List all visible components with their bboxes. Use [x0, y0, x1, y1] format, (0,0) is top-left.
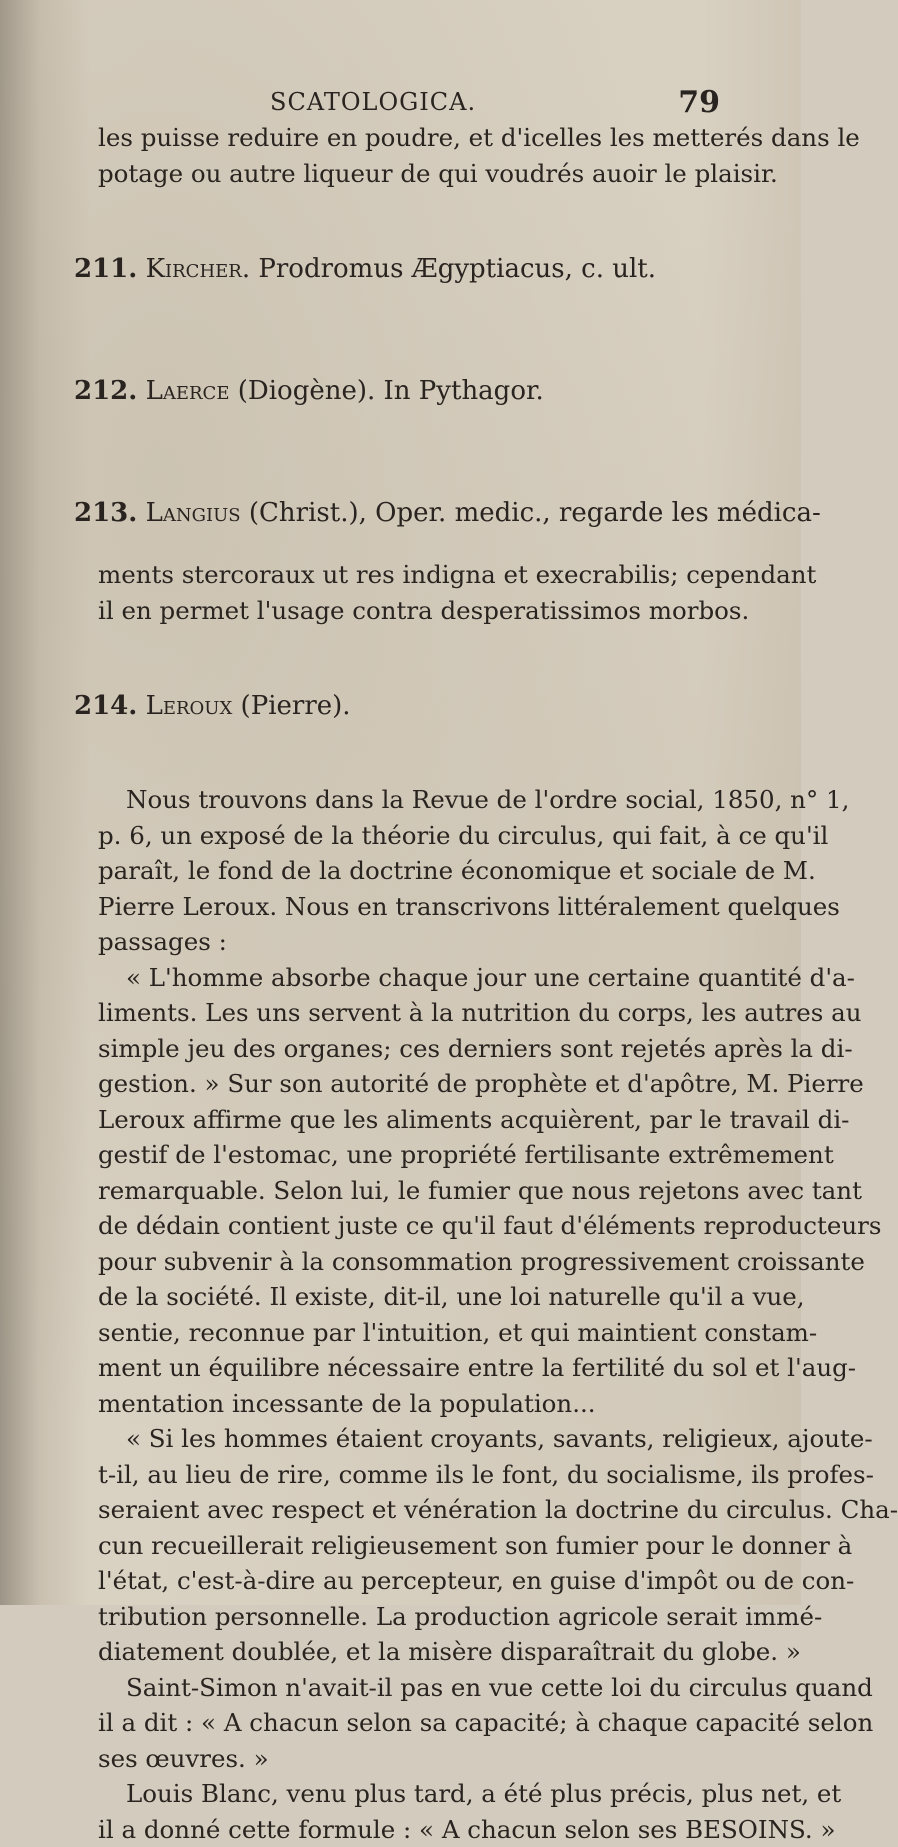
paragraph-saint-simon — [98, 1670, 768, 1777]
entry-author: Kircher. — [146, 254, 251, 284]
text-line: seraient avec respect et vénération la doctrine du circulus. Cha- — [98, 1492, 768, 1528]
text-line: tribution personnelle. La production agricole serait immé- — [98, 1599, 768, 1635]
entry-number: 214. — [74, 691, 137, 721]
text-line: sentie, reconnue par l'intuition, et qui maintient constam- — [98, 1315, 768, 1351]
text-line: gestif de l'estomac, une propriété fertilisante extrêmement — [98, 1137, 768, 1173]
text-line: l'état, c'est-à-dire au percepteur, en guise d'impôt ou de con- — [98, 1563, 768, 1599]
text-line: « L'homme absorbe chaque jour une certaine quantité d'a- — [98, 960, 768, 996]
text-line: il en permet l'usage contra desperatissimos morbos. — [98, 593, 768, 629]
text-line: « Si les hommes étaient croyants, savants, religieux, ajoute- — [98, 1421, 768, 1457]
page-number: 79 — [678, 85, 720, 120]
text-line: Nous trouvons dans la Revue de l'ordre social, 1850, n° 1, — [98, 782, 768, 818]
text-line: cun recueillerait religieusement son fumier pour le donner à — [98, 1528, 768, 1564]
entry-211 — [74, 251, 768, 287]
text-line: ment un équilibre nécessaire entre la fertilité du sol et l'aug- — [98, 1350, 768, 1386]
entry-212 — [74, 373, 768, 409]
text-line: ses œuvres. » — [98, 1741, 768, 1777]
running-title: SCATOLOGICA. — [270, 88, 476, 116]
text-line: potage ou autre liqueur de qui voudrés auoir le plaisir. — [98, 156, 768, 192]
entry-author: Laerce — [146, 376, 230, 406]
text-line: liments. Les uns servent à la nutrition du corps, les autres au — [98, 995, 768, 1031]
text-line: paraît, le fond de la doctrine économique et sociale de M. — [98, 853, 768, 889]
entry-213 — [98, 495, 768, 628]
text-line: mentation incessante de la population... — [98, 1386, 768, 1422]
text-line: diatement doublée, et la misère disparaîtrait du globe. » — [98, 1634, 768, 1670]
text-line: remarquable. Selon lui, le fumier que nous rejetons avec tant — [98, 1173, 768, 1209]
entry-text: Prodromus Ægyptiacus, c. ult. — [250, 254, 656, 284]
text-line: il a donné cette formule : « A chacun selon ses BESOINS. » — [98, 1812, 768, 1847]
text-line: p. 6, un exposé de la théorie du circulus, qui fait, à ce qu'il — [98, 818, 768, 854]
entry-text: (Pierre). — [232, 691, 350, 721]
continuation-text — [98, 120, 768, 191]
text-line: il a dit : « A chacun selon sa capacité; à chaque capacité selon — [98, 1705, 768, 1741]
text-line: de la société. Il existe, dit-il, une loi naturelle qu'il a vue, — [98, 1279, 768, 1315]
entry-text: (Christ.), Oper. medic., regarde les médica- — [241, 498, 821, 528]
text-line: gestion. » Sur son autorité de prophète et d'apôtre, M. Pierre — [98, 1066, 768, 1102]
page-body — [98, 120, 768, 1847]
entry-number: 213. — [74, 498, 137, 528]
entry-text: (Diogène). In Pythagor. — [229, 376, 543, 406]
page-header — [260, 82, 720, 122]
text-line: t-il, au lieu de rire, comme ils le font, du socialisme, ils profes- — [98, 1457, 768, 1493]
entry-number: 212. — [74, 376, 137, 406]
paragraph-quote-1 — [98, 960, 768, 1422]
text-line: pour subvenir à la consommation progressivement croissante — [98, 1244, 768, 1280]
text-line: les puisse reduire en poudre, et d'icelles les metterés dans le — [98, 120, 768, 156]
paragraph-intro — [98, 782, 768, 960]
text-line: Pierre Leroux. Nous en transcrivons littéralement quelques — [98, 889, 768, 925]
paragraph-quote-2 — [98, 1421, 768, 1670]
text-line: Louis Blanc, venu plus tard, a été plus précis, plus net, et — [98, 1776, 768, 1812]
text-line: Leroux affirme que les aliments acquièrent, par le travail di- — [98, 1102, 768, 1138]
text-line: de dédain contient juste ce qu'il faut d'éléments reproducteurs — [98, 1208, 768, 1244]
entry-author: Langius — [146, 498, 241, 528]
text-line: simple jeu des organes; ces derniers sont rejetés après la di- — [98, 1031, 768, 1067]
entry-author: Leroux — [146, 691, 233, 721]
paragraph-louis-blanc — [98, 1776, 768, 1847]
text-line: passages : — [98, 924, 768, 960]
text-line: ments stercoraux ut res indigna et execrabilis; cependant — [98, 557, 768, 593]
entry-214 — [74, 688, 768, 724]
text-line: Saint-Simon n'avait-il pas en vue cette loi du circulus quand — [98, 1670, 768, 1706]
entry-number: 211. — [74, 254, 137, 284]
